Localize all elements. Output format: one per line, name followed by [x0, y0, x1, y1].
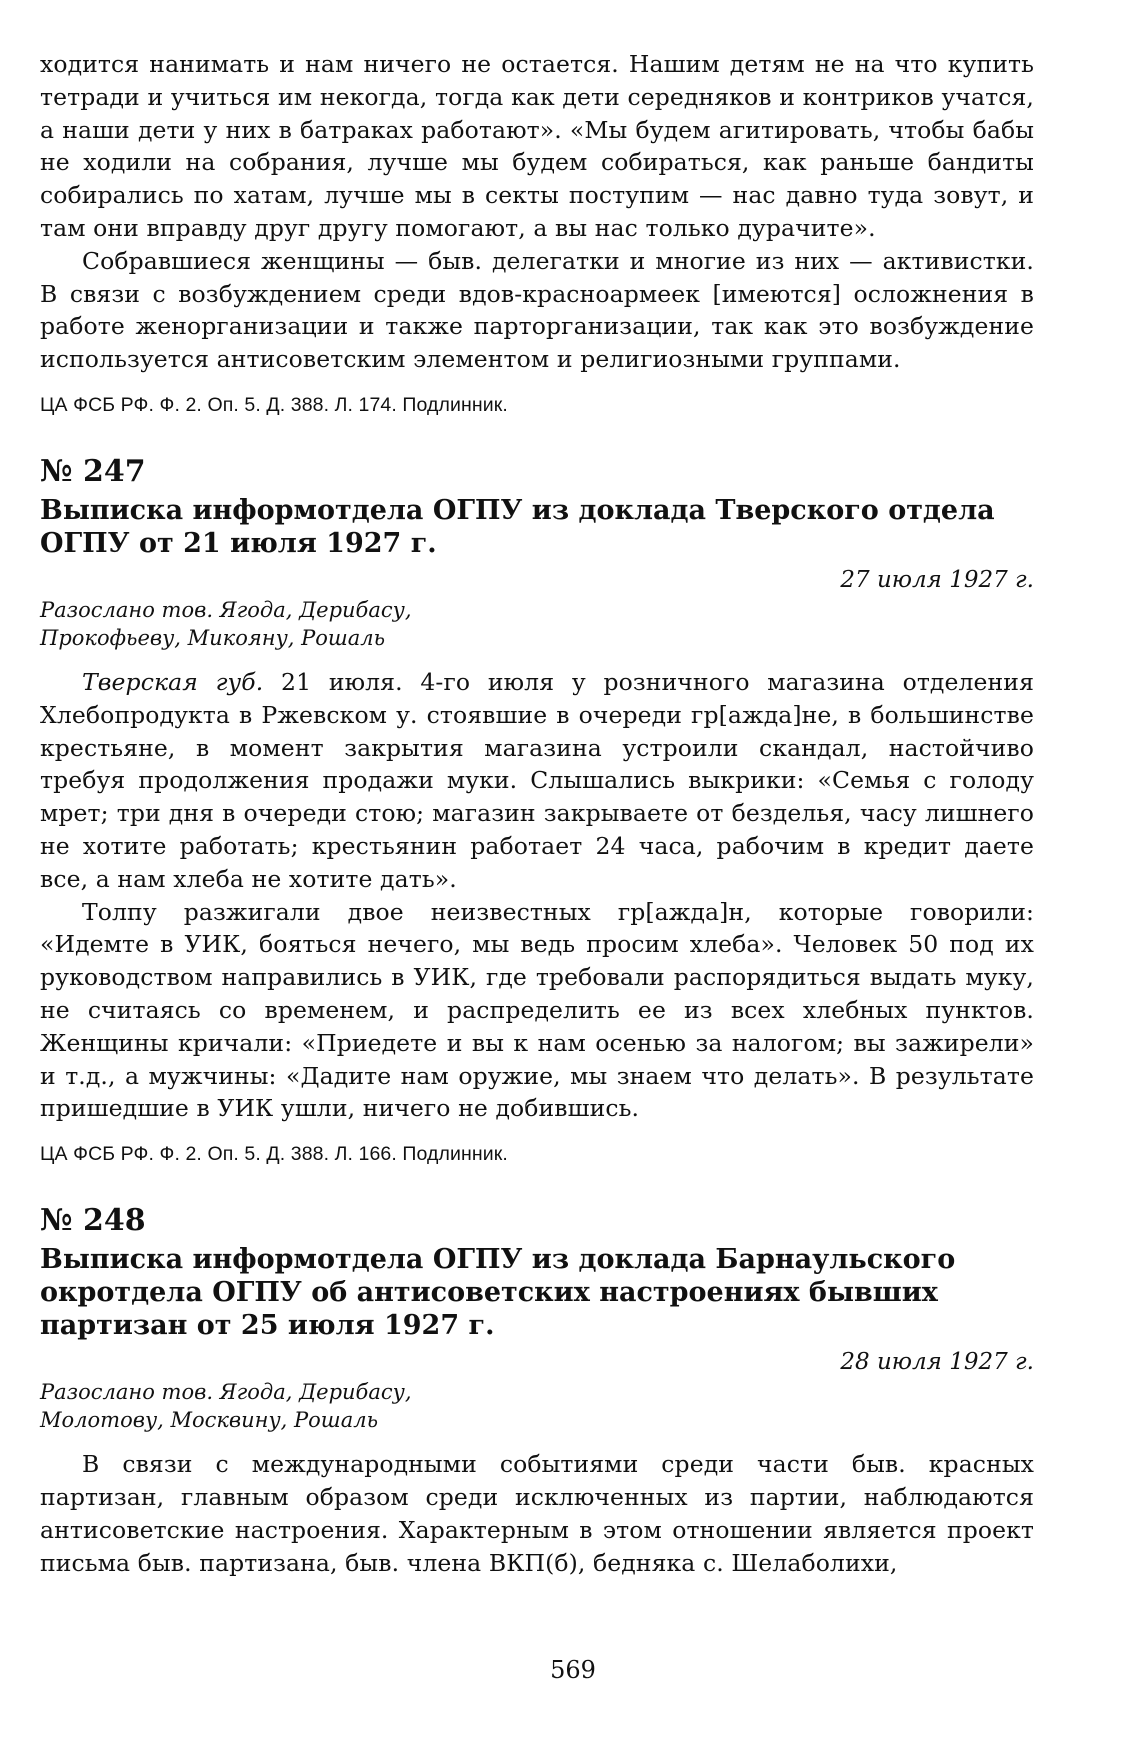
document-title: Выписка информотдела ОГПУ из доклада Тверского отдела ОГПУ от 21 июля 1927 г.	[40, 494, 995, 559]
intro-paragraph: ходится нанимать и нам ничего не остается. Нашим детям не на что купить тетради и учиться им некогда, тогда как дети середняков и контриков учатся, а наши дети у них в батраках работают». «Мы будем агитировать, чтобы бабы не ходили на собрания, лучше мы будем собираться, как раньше бандиты собирались по хатам, лучше мы в секты поступим — нас давно туда зовут, и там они вправду друг другу помогают, а вы нас только дурачите».	[40, 50, 1034, 242]
distribution-list	[40, 1378, 1034, 1434]
distribution-line: Молотову, Москвину, Рошаль	[40, 1408, 379, 1433]
page-number: 569	[550, 1656, 596, 1684]
document-248	[40, 1203, 1034, 1579]
body-paragraph: В связи с международными событиями среди части быв. красных партизан, главным образом среди исключенных из партии, наблюдаются антисоветские настроения. Характерным в этом отношении является проект письма быв. партизана, быв. члена ВКП(б), бедняка с. Шелаболихи,	[40, 1450, 1034, 1577]
document-date: 28 июля 1927 г.	[840, 1349, 1034, 1376]
distribution-line: Разослано тов. Ягода, Дерибасу,	[40, 1380, 412, 1405]
document-number: № 248	[40, 1203, 146, 1239]
body-text: 21 июля. 4-го июля у розничного магазина отделения Хлебопродукта в Ржевском у. стоявшие в очереди гр[ажда]не, в большинстве крестьяне, в момент закрытия магазина устроили скандал, настойчиво требуя продолжения продажи муки. Слышались выкрики: «Семья с голоду мрет; три дня в очереди стою; магазин закрываете от безделья, часу лишнего не хотите работать; крестьянин работает 24 часа, рабочим в кредит даете все, а нам хлеба не хотите дать».	[40, 667, 1034, 893]
distribution-list	[40, 596, 1034, 652]
document-247	[40, 454, 1034, 1167]
distribution-line: Прокофьеву, Микояну, Рошаль	[40, 625, 386, 650]
document-title: Выписка информотдела ОГПУ из доклада Барнаульского окротдела ОГПУ об антисоветских настроениях бывших партизан от 25 июля 1927 г.	[40, 1244, 956, 1342]
archive-reference: ЦА ФСБ РФ. Ф. 2. Оп. 5. Д. 388. Л. 174. Подлинник.	[40, 393, 508, 416]
archive-reference: ЦА ФСБ РФ. Ф. 2. Оп. 5. Д. 388. Л. 166. Подлинник.	[40, 1143, 508, 1166]
document-number: № 247	[40, 453, 146, 489]
body-paragraph: Толпу разжигали двое неизвестных гр[ажда]н, которые говорили: «Идемте в УИК, бояться нечего, мы ведь просим хлеба». Человек 50 под их руководством направились в УИК, где требовали распорядиться выдать муку, не считаясь со временем, и распределить ее из всех хлебных пунктов. Женщины кричали: «Приедете и вы к нам осенью за налогом; вы зажирели» и т.д., а мужчины: «Дадите нам оружие, мы знаем что делать». В результате пришедшие в УИК ушли, ничего не добившись.	[40, 897, 1034, 1123]
distribution-line: Разослано тов. Ягода, Дерибасу,	[40, 597, 412, 622]
intro-paragraph-2: Собравшиеся женщины — быв. делегатки и многие из них — активистки. В связи с возбуждением среди вдов-красноармеек [имеются] осложнения в работе женорганизации и также парторганизации, так как это возбуждение используется антисоветским элементом и религиозными группами.	[40, 246, 1034, 374]
body-paragraph	[40, 666, 1034, 896]
document-date: 27 июля 1927 г.	[840, 566, 1034, 593]
place-prefix: Тверская губ.	[82, 667, 264, 696]
